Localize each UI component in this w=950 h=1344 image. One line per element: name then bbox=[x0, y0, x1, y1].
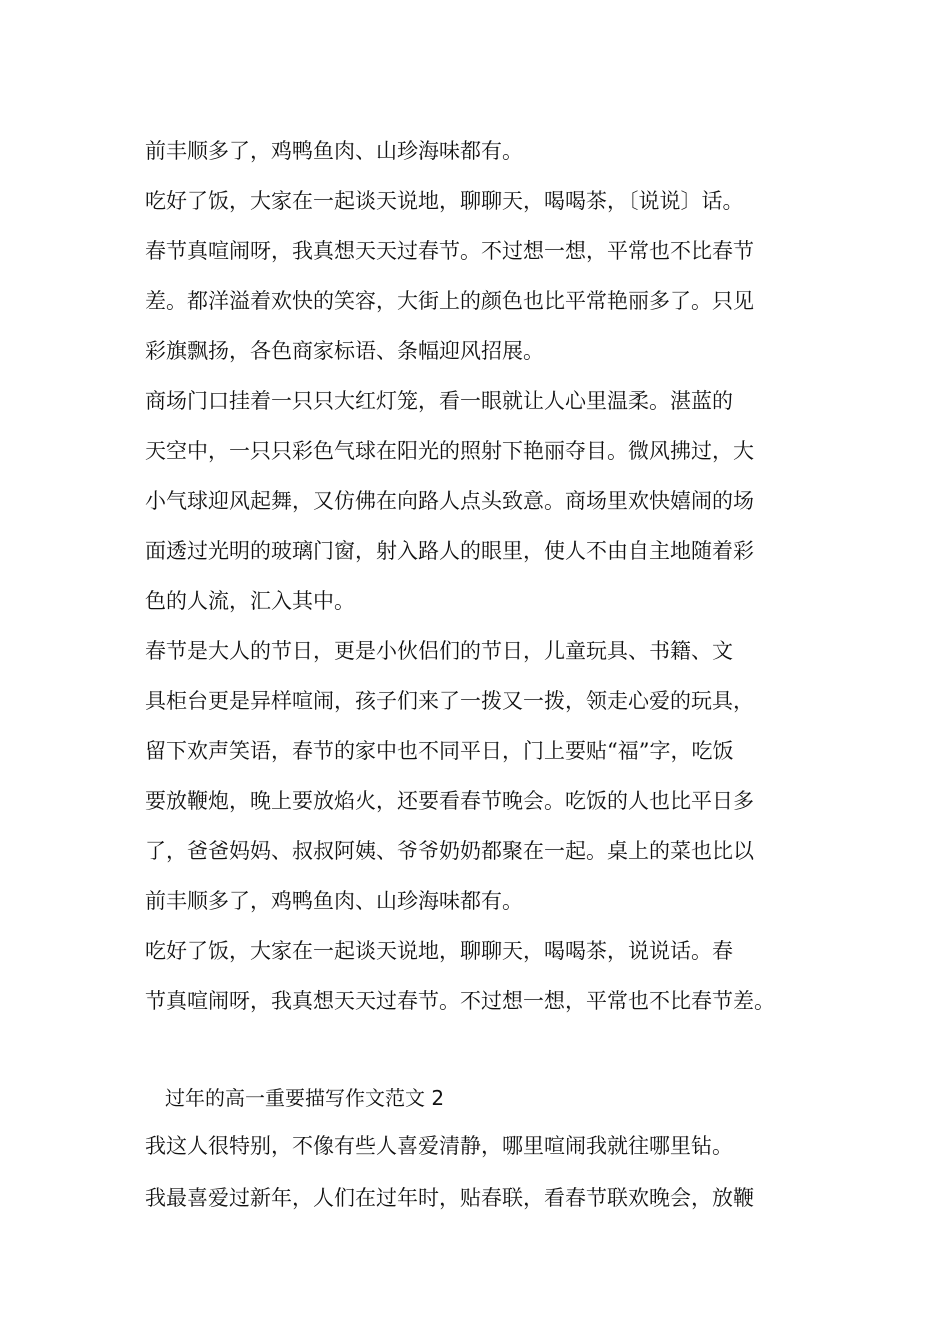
text-line: 面透过光明的玻璃门窗，射入路人的眼里，使人不由自主地随着彩 bbox=[145, 539, 754, 563]
text-line: 要放鞭炮，晚上要放焰火，还要看春节晚会。吃饭的人也比平日多 bbox=[145, 789, 754, 813]
text-line: 前丰顺多了，鸡鸭鱼肉、山珍海味都有。 bbox=[145, 139, 523, 163]
text-line: 吃好了饭，大家在一起谈天说地，聊聊天，喝喝茶，说说话。春 bbox=[145, 939, 733, 963]
text-line: 留下欢声笑语，春节的家中也不同平日，门上要贴“福”字，吃饭 bbox=[145, 739, 734, 763]
text-line: 色的人流，汇入其中。 bbox=[145, 589, 355, 613]
text-line: 彩旗飘扬，各色商家标语、条幅迎风招展。 bbox=[145, 339, 544, 363]
text-line: 春节真喧闹呀，我真想天天过春节。不过想一想，平常也不比春节 bbox=[145, 239, 754, 263]
section-heading: 过年的高一重要描写作文范文 2 bbox=[165, 1086, 445, 1110]
text-line: 差。都洋溢着欢快的笑容，大街上的颜色也比平常艳丽多了。只见 bbox=[145, 289, 754, 313]
text-line: 前丰顺多了，鸡鸭鱼肉、山珍海味都有。 bbox=[145, 889, 523, 913]
text-line: 我这人很特别，不像有些人喜爱清静，哪里喧闹我就往哪里钻。 bbox=[145, 1134, 733, 1158]
text-line: 天空中，一只只彩色气球在阳光的照射下艳丽夺目。微风拂过，大 bbox=[145, 439, 754, 463]
text-line: 小气球迎风起舞，又仿佛在向路人点头致意。商场里欢快嬉闹的场 bbox=[145, 489, 754, 513]
text-line: 春节是大人的节日，更是小伙侣们的节日，儿童玩具、书籍、文 bbox=[145, 639, 733, 663]
text-line: 我最喜爱过新年，人们在过年时，贴春联，看春节联欢晚会，放鞭 bbox=[145, 1186, 754, 1210]
text-line: 节真喧闹呀，我真想天天过春节。不过想一想，平常也不比春节差。 bbox=[145, 989, 775, 1013]
text-line: 商场门口挂着一只只大红灯笼，看一眼就让人心里温柔。湛蓝的 bbox=[145, 389, 733, 413]
text-line: 了，爸爸妈妈、叔叔阿姨、爷爷奶奶都聚在一起。桌上的菜也比以 bbox=[145, 839, 754, 863]
text-line: 具柜台更是异样喧闹，孩子们来了一拨又一拨，领走心爱的玩具， bbox=[145, 689, 754, 713]
text-line: 吃好了饭，大家在一起谈天说地，聊聊天，喝喝茶，〔说说〕话。 bbox=[145, 189, 744, 213]
